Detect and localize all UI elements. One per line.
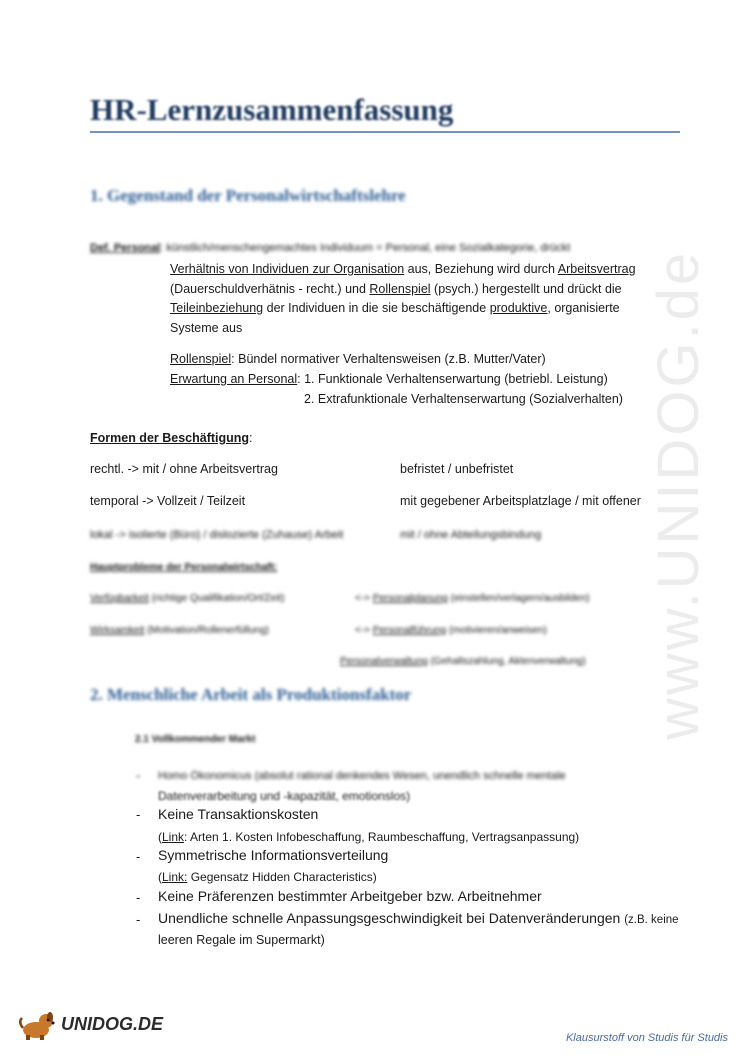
formen-row-1-left: rechtl. -> mit / ohne Arbeitsvertrag: [90, 462, 278, 476]
bullet-3: Symmetrische Informationsverteilung: [158, 847, 389, 863]
hauptprobleme-heading: Hauptprobleme der Personalwirtschaft:: [90, 562, 278, 573]
formen-row-2-right: mit gegebener Arbeitsplatzlage / mit offener: [400, 494, 641, 508]
erwartung-line-1: Erwartung an Personal: 1. Funktionale Verhaltenserwartung (betriebl. Leistung): [170, 372, 608, 386]
erwartung-line-2: 2. Extrafunktionale Verhaltenserwartung (Sozialverhalten): [304, 392, 623, 406]
definition-line-5: Systeme aus: [170, 321, 243, 335]
definition-label: Def. Personal: [90, 242, 161, 254]
bullet-5-line-2: leeren Regale im Supermarkt): [158, 933, 325, 947]
bullet-5-line-1: Unendliche schnelle Anpassungsgeschwindigkeit bei Datenveränderungen (z.B. keine: [158, 910, 679, 926]
formen-heading: Formen der Beschäftigung:: [90, 431, 253, 445]
bullet-dash-4: -: [136, 890, 141, 905]
bullet-3-sub: (Link: Gegensatz Hidden Characteristics): [158, 870, 377, 884]
definition-line-4: Teileinbeziehung der Individuen in die sie beschäftigende produktive, organisierte: [170, 301, 620, 315]
bullet-2: Keine Transaktionskosten: [158, 806, 319, 822]
watermark: www.UNIDOG.de: [646, 249, 711, 740]
formen-row-3-right: mit / ohne Abteilungsbindung: [400, 529, 542, 541]
definition-line-1: Def. Personal: künstlich/menschengemachtes Individuum = Personal, eine Sozialkategorie, drückt: [90, 242, 571, 254]
logo-text: UNIDOG.DE: [61, 1013, 164, 1034]
definition-line-3: (Dauerschuldverhätnis - recht.) und Rollenspiel (psych.) hergestellt und drückt die: [170, 282, 622, 296]
bullet-1-line-1: Homo Ökonomicus (absolut rational denkendes Wesen, unendlich schnelle mentale: [158, 770, 566, 782]
definition-line-2: Verhältnis von Individuen zur Organisation aus, Beziehung wird durch Arbeitsvertrag: [170, 262, 636, 276]
formen-row-2-left: temporal -> Vollzeit / Teilzeit: [90, 494, 246, 508]
title-underline: [90, 131, 680, 133]
subsection-2-1: 2.1 Vollkommender Markt: [135, 734, 256, 745]
hauptprobleme-row-1-left: Verfügbarkeit (richtige Qualifikation/Ort/Zeit): [90, 593, 285, 604]
bullet-dash-1: -: [136, 768, 141, 783]
hauptprobleme-row-3: Personalverwaltung (Gehaltszahlung, Aktenverwaltung): [340, 656, 586, 667]
unidog-logo[interactable]: [18, 1010, 163, 1040]
bullet-4: Keine Präferenzen bestimmter Arbeitgeber bzw. Arbeitnehmer: [158, 888, 542, 904]
hauptprobleme-row-2-left: Wirksamkeit (Motivation/Rollenerfüllung): [90, 625, 269, 636]
dog-icon: [18, 1010, 56, 1040]
bullet-dash-2: -: [136, 807, 141, 822]
footer-tagline: Klausurstoff von Studis für Studis: [565, 1032, 728, 1044]
hauptprobleme-row-2-right: <-> Personalführung (motivieren/anweisen): [355, 625, 547, 636]
bullet-dash-5: -: [136, 912, 141, 927]
bullet-dash-3: -: [136, 849, 141, 864]
section-1-heading: 1. Gegenstand der Personalwirtschaftslehre: [90, 186, 406, 205]
bullet-1-line-2: Datenverarbeitung und -kapazität, emotionslos): [158, 789, 411, 803]
rollenspiel-line: Rollenspiel: Bündel normativer Verhaltensweisen (z.B. Mutter/Vater): [170, 352, 546, 366]
section-2-heading: 2. Menschliche Arbeit als Produktionsfaktor: [90, 685, 412, 704]
formen-row-3-left: lokal -> isolierte (Büro) / dislozierte (Zuhause) Arbeit: [90, 529, 344, 541]
bullet-2-sub: (Link: Arten 1. Kosten Infobeschaffung, Raumbeschaffung, Vertragsanpassung): [158, 830, 580, 844]
document-title: HR-Lernzusammenfassung: [90, 92, 454, 127]
hauptprobleme-row-1-right: <-> Personalplanung (einstellen/verlagern/ausbilden): [355, 593, 590, 604]
formen-row-1-right: befristet / unbefristet: [400, 462, 514, 476]
